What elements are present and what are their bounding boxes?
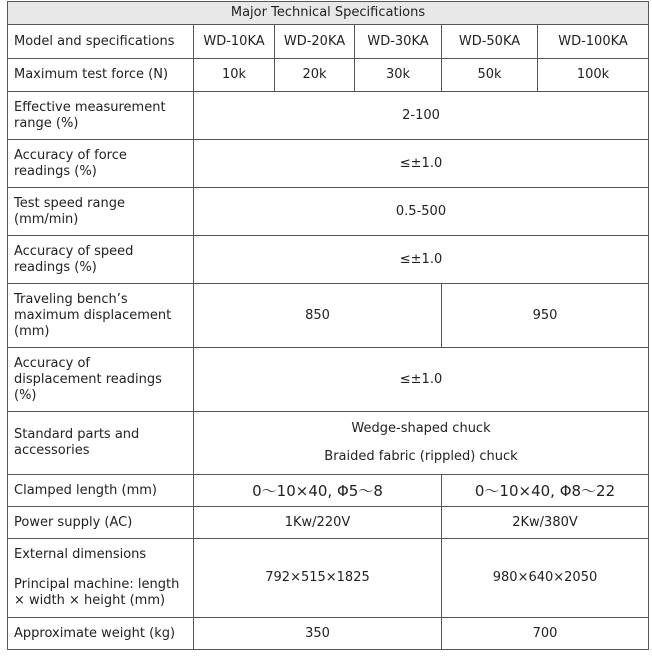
row-label-weight: Approximate weight (kg) — [8, 618, 194, 650]
row-weight — [8, 618, 649, 650]
row-bench-displacement — [8, 284, 649, 348]
effective-range-value: 2-100 — [194, 92, 649, 140]
max-force-cell-4: 50k — [442, 59, 538, 92]
row-label-force-accuracy — [8, 140, 194, 188]
table-title: Major Technical Specifications — [8, 2, 649, 25]
label-gap — [14, 563, 187, 577]
speed-accuracy-value: ≤±1.0 — [194, 236, 649, 284]
label-line: maximum displacement — [14, 307, 172, 323]
row-force-accuracy — [8, 140, 649, 188]
row-clamped-length — [8, 475, 649, 507]
row-label-max-force: Maximum test force (N) — [8, 59, 194, 92]
row-label-displacement-accuracy — [8, 348, 194, 412]
accessories-values — [194, 412, 649, 475]
label-line: readings (%) — [14, 163, 97, 179]
bench-displacement-value-2: 950 — [442, 284, 649, 348]
row-speed-range — [8, 188, 649, 236]
label-line: Accuracy of speed — [14, 243, 134, 259]
max-force-cell-2: 20k — [275, 59, 355, 92]
row-label-power-supply: Power supply (AC) — [8, 507, 194, 539]
row-model — [8, 25, 649, 59]
table-title-row — [8, 2, 649, 25]
spec-table — [7, 1, 649, 650]
power-supply-value-2: 2Kw/380V — [442, 507, 649, 539]
row-speed-accuracy — [8, 236, 649, 284]
max-force-cell-3: 30k — [355, 59, 442, 92]
model-cell-5: WD-100KA — [538, 25, 649, 59]
label-line: Effective measurement — [14, 99, 166, 115]
row-label-effective-range — [8, 92, 194, 140]
clamped-length-value-2: 0～10×40, Φ8～22 — [442, 475, 649, 507]
speed-range-value: 0.5-500 — [194, 188, 649, 236]
row-label-speed-accuracy — [8, 236, 194, 284]
weight-value-1: 350 — [194, 618, 442, 650]
row-external-dimensions — [8, 539, 649, 618]
label-line: readings (%) — [14, 259, 97, 275]
weight-value-2: 700 — [442, 618, 649, 650]
max-force-cell-1: 10k — [194, 59, 275, 92]
row-label-external-dimensions — [8, 539, 194, 618]
label-line: accessories — [14, 443, 90, 458]
row-power-supply — [8, 507, 649, 539]
label-line: Standard parts and — [14, 427, 140, 442]
external-dimensions-value-1: 792×515×1825 — [194, 539, 442, 618]
clamped-length-value-1: 0～10×40, Φ5～8 — [194, 475, 442, 507]
row-max-force — [8, 59, 649, 92]
label-line: Principal machine: length — [14, 577, 180, 592]
displacement-accuracy-value: ≤±1.0 — [194, 348, 649, 412]
model-cell-3: WD-30KA — [355, 25, 442, 59]
label-line: × width × height (mm) — [14, 593, 166, 608]
row-accessories — [8, 412, 649, 475]
label-line: Test speed range — [14, 195, 125, 211]
external-dimensions-value-2: 980×640×2050 — [442, 539, 649, 618]
label-line: range (%) — [14, 115, 79, 131]
row-effective-range — [8, 92, 649, 140]
row-displacement-accuracy — [8, 348, 649, 412]
label-line: displacement readings — [14, 371, 162, 387]
row-label-bench-displacement — [8, 284, 194, 348]
accessory-item: Wedge-shaped chuck — [351, 421, 491, 436]
max-force-cell-5: 100k — [538, 59, 649, 92]
row-label-clamped-length: Clamped length (mm) — [8, 475, 194, 507]
row-label-model: Model and specifications — [8, 25, 194, 59]
model-cell-4: WD-50KA — [442, 25, 538, 59]
label-line: Traveling bench’s — [14, 291, 128, 307]
label-line: (mm) — [14, 323, 50, 339]
label-line: Accuracy of — [14, 355, 91, 371]
accessory-item: Braided fabric (rippled) chuck — [324, 449, 518, 464]
label-line: (%) — [14, 387, 37, 403]
bench-displacement-value-1: 850 — [194, 284, 442, 348]
model-cell-1: WD-10KA — [194, 25, 275, 59]
label-line: Accuracy of force — [14, 147, 127, 163]
power-supply-value-1: 1Kw/220V — [194, 507, 442, 539]
row-label-accessories — [8, 412, 194, 475]
accessories-list — [200, 421, 642, 465]
row-label-speed-range — [8, 188, 194, 236]
model-cell-2: WD-20KA — [275, 25, 355, 59]
label-line: External dimensions — [14, 547, 147, 562]
label-line: (mm/min) — [14, 211, 79, 227]
force-accuracy-value: ≤±1.0 — [194, 140, 649, 188]
